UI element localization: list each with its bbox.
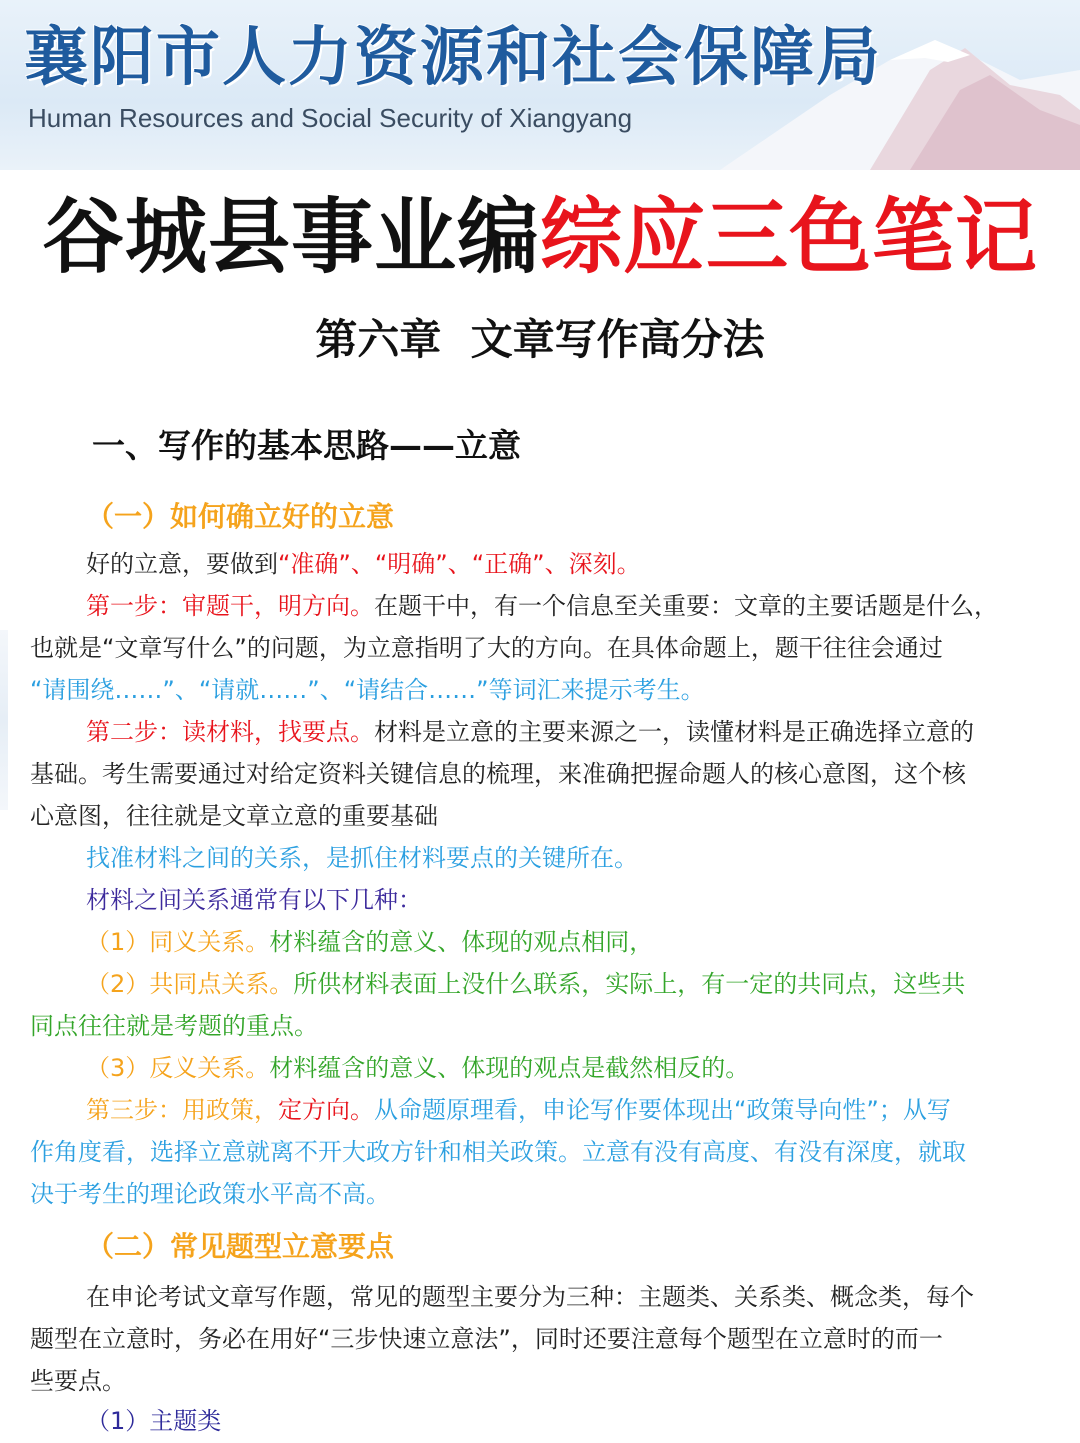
subheading-2: （二）常见题型立意要点 <box>86 1230 395 1263</box>
step1-line1 <box>86 585 998 627</box>
banner-title: 襄阳市人力资源和社会保障局 <box>24 21 882 95</box>
relation-intro-line: 材料之间关系通常有以下几种： <box>86 886 422 914</box>
step3-line1 <box>86 1089 951 1131</box>
step2-text: 材料是立意的主要来源之一，读懂材料是正确选择立意的 <box>374 718 974 746</box>
relation-text: 所供材料表面上没什么联系，实际上，有一定的共同点，这些共 <box>293 970 966 998</box>
step2-label: 第二步：读材料，找要点。 <box>86 718 374 746</box>
p2-line2: 题型在立意时，务必在用好“三步快速立意法”，同时还要注意每个题型在立意时的而一 <box>30 1325 943 1353</box>
item-heading-1: （1）主题类 <box>86 1407 222 1435</box>
title-part-red: 综应三色笔记 <box>540 190 1039 285</box>
p2-line1: 在申论考试文章写作题，常见的题型主要分为三种：主题类、关系类、概念类，每个 <box>86 1283 974 1311</box>
section-heading: 一、写作的基本思路——立意 <box>92 426 521 465</box>
title-part-black: 谷城县事业编 <box>41 190 540 285</box>
p2-line3: 些要点。 <box>30 1367 126 1395</box>
step3-label-b: 定方向。 <box>278 1096 374 1124</box>
relation-label: （1）同义关系。 <box>86 928 270 956</box>
relation-label: （2）共同点关系。 <box>86 970 294 998</box>
subheading-1: （一）如何确立好的立意 <box>86 500 395 533</box>
document-title <box>0 188 1080 288</box>
relation-item-1 <box>86 921 653 963</box>
text-span: 好的立意，要做到 <box>86 550 278 578</box>
step3-line2: 作角度看，选择立意就离不开大政方针和相关政策。立意有没有高度、有没有深度，就取 <box>30 1138 966 1166</box>
step1-text: 在题干中，有一个信息至关重要：文章的主要话题是什么， <box>374 592 998 620</box>
step1-label: 第一步：审题干，明方向。 <box>86 592 374 620</box>
paragraph-line <box>86 543 641 585</box>
header-banner <box>0 0 1080 170</box>
banner-subtitle: Human Resources and Social Security of Xiangyang <box>28 103 633 133</box>
step1-line3: “请围绕……”、“请就……”、“请结合……”等词汇来提示考生。 <box>30 676 705 704</box>
page-edge-shadow <box>0 630 8 810</box>
relation-text: 材料蕴含的意义、体现的观点是截然相反的。 <box>269 1054 750 1082</box>
relation-key-line: 找准材料之间的关系，是抓住材料要点的关键所在。 <box>86 844 638 872</box>
step3-text: 从命题原理看，申论写作要体现出“政策导向性”；从写 <box>374 1096 951 1124</box>
relation-label: （3）反义关系。 <box>86 1054 270 1082</box>
relation-item-2-cont: 同点往往就是考题的重点。 <box>30 1012 318 1040</box>
highlight-red: “准确”、“明确”、“正确”、深刻。 <box>278 550 641 578</box>
step3-line3: 决于考生的理论政策水平高不高。 <box>30 1180 390 1208</box>
step1-line2: 也就是“文章写什么”的问题，为立意指明了大的方向。在具体命题上，题干往往会通过 <box>30 634 943 662</box>
step2-line3: 心意图，往往就是文章立意的重要基础 <box>30 802 438 830</box>
relation-item-2 <box>86 963 965 1005</box>
step2-line2: 基础。考生需要通过对给定资料关键信息的梳理，来准确把握命题人的核心意图，这个核 <box>30 760 966 788</box>
chapter-heading: 第六章 文章写作高分法 <box>315 315 765 364</box>
relation-item-3 <box>86 1047 749 1089</box>
step2-line1 <box>86 711 974 753</box>
step3-label-a: 第三步：用政策， <box>86 1096 278 1124</box>
relation-text: 材料蕴含的意义、体现的观点相同， <box>269 928 654 956</box>
